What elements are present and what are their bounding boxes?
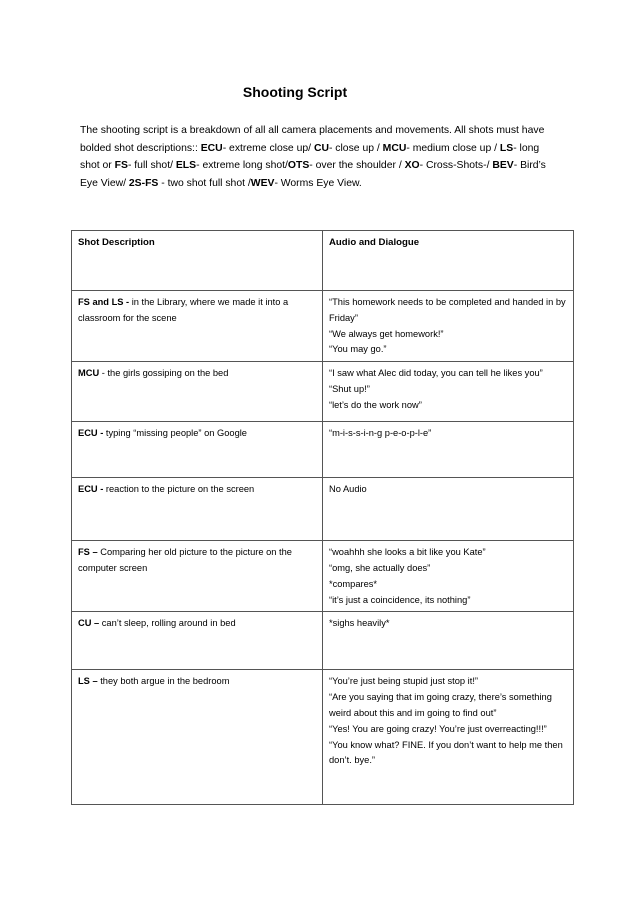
abbr-ls: LS <box>499 142 514 154</box>
abbr-xo: XO <box>404 160 420 171</box>
audio-cell <box>323 291 574 362</box>
shot-description-cell <box>72 422 323 478</box>
shot-description-cell <box>72 541 323 612</box>
table-header-row <box>72 231 574 291</box>
intro-text: - two shot full shot / <box>158 177 251 189</box>
shot-description-cell <box>72 362 323 422</box>
dialogue-line: “Yes! You are going crazy! You’re just overreacting!!!” <box>329 723 547 734</box>
intro-text: - Worms Eye View. <box>274 177 362 189</box>
shot-type: ECU - <box>78 484 104 495</box>
dialogue-line: “woahhh she looks a bit like you Kate” <box>329 547 486 558</box>
dialogue-line: “You may go.” <box>329 344 387 355</box>
shot-description-cell <box>72 478 323 541</box>
shot-desc: can’t sleep, rolling around in bed <box>99 618 236 629</box>
audio-cell <box>323 478 574 541</box>
abbr-els: ELS <box>175 160 197 171</box>
abbr-fs: FS <box>114 160 128 171</box>
shot-type: ECU - <box>78 428 104 439</box>
shot-desc: in the Library, where we made it into a classroom for the scene <box>78 297 289 323</box>
dialogue-line: No Audio <box>329 484 367 495</box>
intro-text: - extreme long shot/ <box>196 160 288 171</box>
shooting-script-table <box>71 230 574 805</box>
table-row <box>72 291 574 362</box>
intro-text: - Bird’s Eye View/ <box>80 160 546 189</box>
abbr-mcu: MCU <box>382 142 407 154</box>
intro-text: - close up / <box>328 142 383 154</box>
dialogue-line: *sighs heavily* <box>329 618 390 629</box>
page-title: Shooting Script <box>242 84 348 100</box>
shot-description-cell <box>72 291 323 362</box>
abbr-wev: WEV <box>250 177 275 189</box>
dialogue-line: “I saw what Alec did today, you can tell he likes you” <box>329 368 543 379</box>
intro-text: - medium close up / <box>406 142 500 154</box>
dialogue-line: “it’s just a coincidence, its nothing” <box>329 594 471 605</box>
shot-type: CU – <box>78 618 100 629</box>
abbr-ots: OTS <box>287 160 310 171</box>
shot-desc: reaction to the picture on the screen <box>103 484 255 495</box>
shot-type: MCU <box>78 368 100 379</box>
shot-description-cell <box>72 612 323 670</box>
dialogue-line: “You know what? FINE. If you don’t want to help me then don’t. bye.” <box>329 739 563 766</box>
shot-type: FS – <box>78 547 98 558</box>
dialogue-line: “Shut up!” <box>329 383 370 394</box>
intro-text: The shooting script is a breakdown of all all camera placements and movements. All shots must have bolded shot descriptions:: <box>80 125 545 154</box>
shot-desc: typing “missing people” on Google <box>103 428 247 439</box>
table-row <box>72 362 574 422</box>
table-row <box>72 422 574 478</box>
intro-text: - Cross-Shots-/ <box>419 160 493 171</box>
dialogue-line: “omg, she actually does” <box>329 562 431 573</box>
shot-type: LS – <box>78 676 98 687</box>
abbr-cu: CU <box>313 142 329 154</box>
abbr-ecu: ECU <box>200 142 223 154</box>
intro-text: - full shot/ <box>127 160 176 171</box>
intro-text: - extreme close up/ <box>222 142 314 154</box>
audio-cell <box>323 612 574 670</box>
shot-desc: - the girls gossiping on the bed <box>99 368 229 379</box>
dialogue-line: *compares* <box>329 578 378 589</box>
audio-cell <box>323 670 574 805</box>
audio-cell <box>323 541 574 612</box>
dialogue-line: “This homework needs to be completed and handed in by Friday” <box>329 297 566 323</box>
audio-cell <box>323 362 574 422</box>
table-row <box>72 541 574 612</box>
dialogue-line: “Are you saying that im going crazy, there’s something weird about this and im going to find out” <box>329 692 552 718</box>
dialogue-line: “You’re just being stupid just stop it!” <box>329 676 479 687</box>
intro-text: - long shot or <box>80 142 540 171</box>
abbr-bev: BEV <box>492 160 514 171</box>
audio-cell <box>323 422 574 478</box>
table-row <box>72 670 574 805</box>
intro-text: - over the shoulder / <box>309 160 405 171</box>
abbr-2s-fs: 2S-FS <box>128 177 159 189</box>
dialogue-line: “We always get homework!” <box>329 328 444 339</box>
header-audio-dialogue: Audio and Dialogue <box>323 231 574 291</box>
table-row <box>72 478 574 541</box>
shot-type: FS and LS - <box>78 297 130 307</box>
header-shot-description: Shot Description <box>72 231 323 291</box>
shot-desc: Comparing her old picture to the picture on the computer screen <box>78 547 292 573</box>
intro-paragraph <box>80 122 560 192</box>
dialogue-line: “let’s do the work now” <box>329 399 422 410</box>
shot-desc: they both argue in the bedroom <box>97 676 230 687</box>
shot-description-cell <box>72 670 323 805</box>
table-row <box>72 612 574 670</box>
dialogue-line: “m-i-s-s-i-n-g p-e-o-p-l-e” <box>329 428 432 439</box>
